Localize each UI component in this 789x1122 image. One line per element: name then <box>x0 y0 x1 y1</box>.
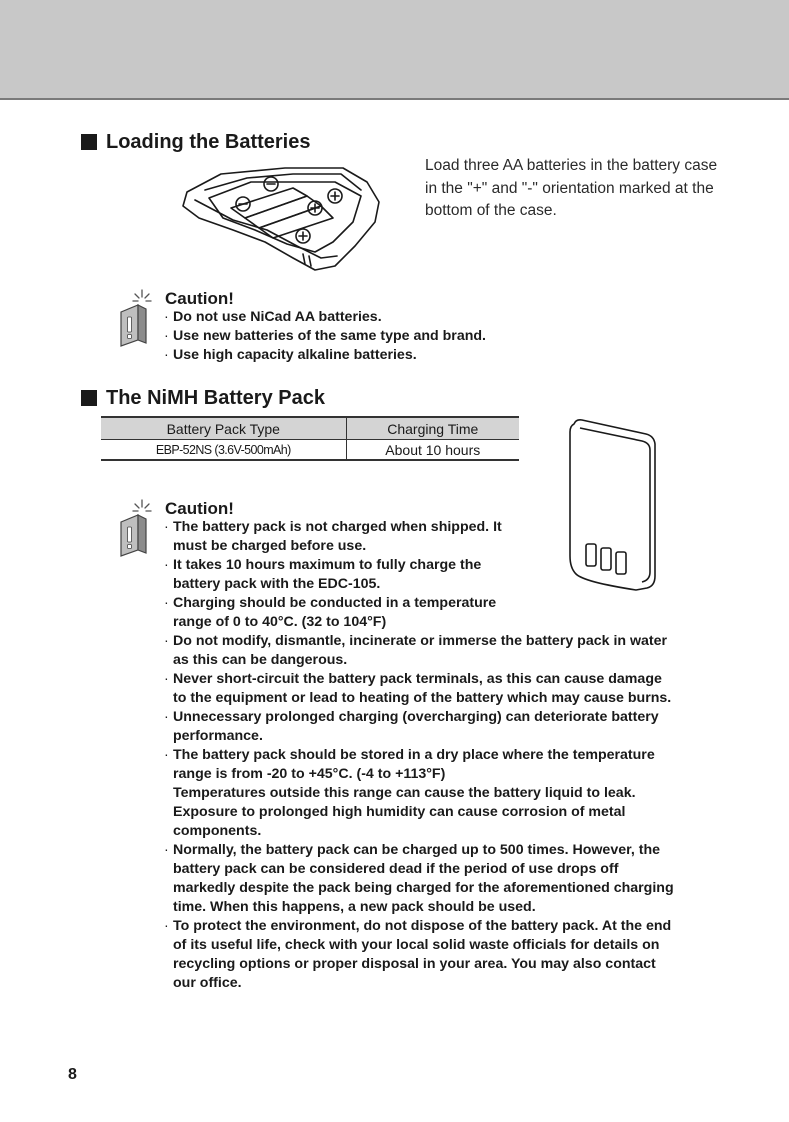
section-heading-nimh-text: The NiMH Battery Pack <box>106 387 325 409</box>
page-number: 8 <box>68 1066 77 1083</box>
list-item-line: · Do not modify, dismantle, incinerate or immerse the battery pack in water <box>173 633 668 649</box>
list-item <box>165 917 674 993</box>
list-item-line: as this can be dangerous. <box>173 652 348 668</box>
list-item-line: recycling options or proper disposal in your area. You may also contact <box>173 956 656 972</box>
list-item-line: range is from -20 to +45°C. (-4 to +113°F) <box>173 766 446 782</box>
table-cell-type: EBP-52NS (3.6V-500mAh) <box>101 440 346 461</box>
list-item <box>165 746 674 841</box>
list-item <box>165 670 674 708</box>
list-item-line: range of 0 to 40°C. (32 to 104°F) <box>173 614 387 630</box>
list-item-line: · Normally, the battery pack can be charged up to 500 times. However, the <box>173 842 661 858</box>
caution-title-nimh: Caution! <box>165 499 234 518</box>
list-item-line: · It takes 10 hours maximum to fully charge the <box>173 557 482 573</box>
table-header-cell: Charging Time <box>346 417 519 440</box>
table-row <box>101 440 519 461</box>
list-item-line: our office. <box>173 975 242 991</box>
list-item <box>165 594 674 632</box>
list-item: · Do not use NiCad AA batteries. <box>165 308 486 327</box>
list-item-line: must be charged before use. <box>173 538 367 554</box>
list-item-line: to the equipment or lead to heating of the battery which may cause burns. <box>173 690 672 706</box>
battery-pack-table <box>101 416 519 461</box>
list-item <box>165 518 674 556</box>
table-header-cell: Battery Pack Type <box>101 417 346 440</box>
list-item-line: · The battery pack is not charged when shipped. It <box>173 519 502 535</box>
list-item-line: time. When this happens, a new pack should be used. <box>173 899 536 915</box>
list-item-line: Temperatures outside this range can cause the battery liquid to leak. <box>173 785 636 801</box>
list-item-line: performance. <box>173 728 263 744</box>
list-item-line: · The battery pack should be stored in a dry place where the temperature <box>173 747 655 763</box>
caution-title-loading: Caution! <box>165 289 234 308</box>
list-item <box>165 556 674 594</box>
list-item-line: battery pack can be considered dead if the period of use drops off <box>173 861 619 877</box>
section-heading-loading <box>81 130 310 154</box>
list-item-line: markedly despite the pack being charged for the aforementioned charging <box>173 880 674 896</box>
battery-case-illustration <box>175 160 385 272</box>
caution-icon <box>118 498 154 558</box>
list-item: · Use new batteries of the same type and brand. <box>165 327 486 346</box>
list-item-line: · To protect the environment, do not dispose of the battery pack. At the end <box>173 918 672 934</box>
list-item-line: Exposure to prolonged high humidity can cause corrosion of metal <box>173 804 626 820</box>
list-item <box>165 841 674 917</box>
list-item-line: components. <box>173 823 262 839</box>
list-item: · Use high capacity alkaline batteries. <box>165 346 486 365</box>
loading-intro-text: Load three AA batteries in the battery case in the "+" and "-" orientation marked at the bottom of the case. <box>425 157 718 219</box>
section-heading-loading-text: Loading the Batteries <box>106 131 311 153</box>
caution-list-loading <box>165 308 486 365</box>
section-heading-nimh <box>81 386 325 410</box>
list-item-line: of its useful life, check with your local solid waste officials for details on <box>173 937 660 953</box>
caution-list-nimh <box>165 518 674 993</box>
list-item-line: battery pack with the EDC-105. <box>173 576 381 592</box>
list-item-line: · Never short-circuit the battery pack terminals, as this can cause damage <box>173 671 662 687</box>
list-item-line: · Charging should be conducted in a temperature <box>173 595 497 611</box>
table-header-row <box>101 417 519 440</box>
list-item <box>165 708 674 746</box>
heading-square-icon <box>81 390 97 406</box>
list-item-line: · Unnecessary prolonged charging (overcharging) can deteriorate battery <box>173 709 659 725</box>
list-item <box>165 632 674 670</box>
table-cell-time: About 10 hours <box>346 440 519 461</box>
header-band <box>0 0 789 100</box>
heading-square-icon <box>81 134 97 150</box>
caution-icon <box>118 288 154 348</box>
